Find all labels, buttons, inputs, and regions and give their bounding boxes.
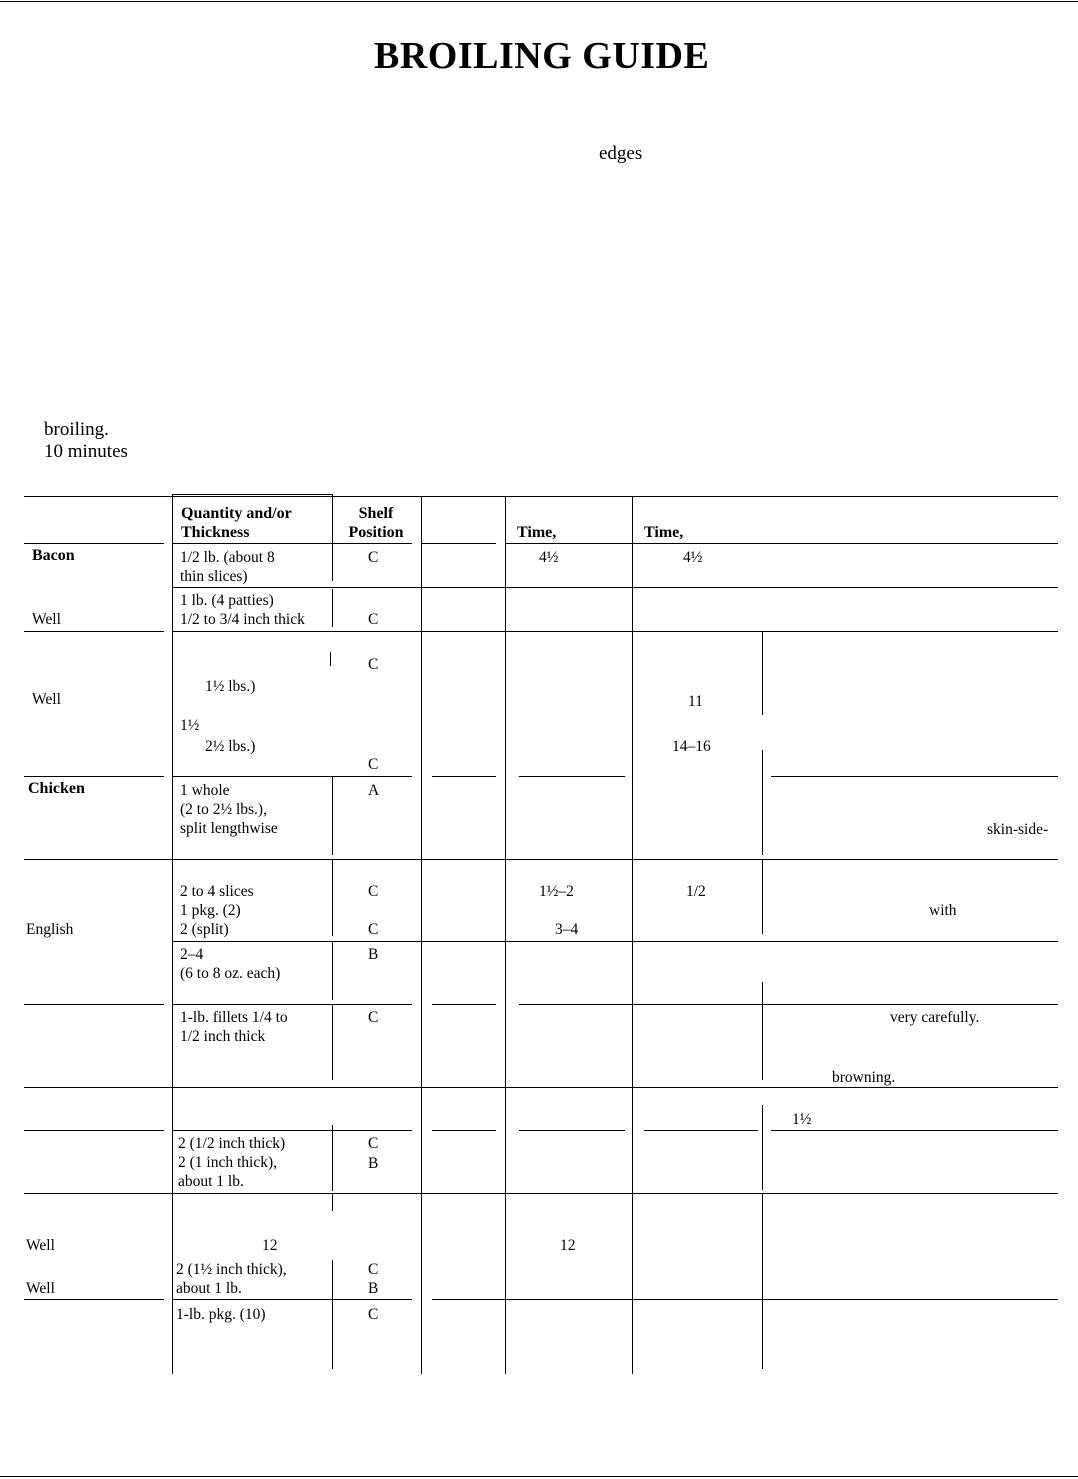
qty-lobster: 2–4 (6 to 8 oz. each) [180, 946, 281, 982]
shelf-bread-2: C [368, 921, 379, 938]
shelf-franks: C [368, 1306, 379, 1323]
qty-steak-1: 1½ lbs.) [205, 678, 256, 695]
page-title: BROILING GUIDE [374, 35, 710, 77]
time2-steak-b: 14–16 [672, 738, 711, 755]
comment-fish-2: browning. [832, 1069, 896, 1086]
food-chicken: Chicken [28, 780, 85, 797]
header-shelf: Shelf Position [348, 505, 404, 541]
shelf-steak-1: C [368, 656, 379, 673]
food-bread: English [26, 921, 74, 938]
time2-bacon: 4½ [683, 549, 703, 566]
qty-bread: 2 to 4 slices 1 pkg. (2) 2 (split) [180, 883, 254, 938]
qty-patties: 1 lb. (4 patties) 1/2 to 3/4 inch thick [180, 592, 305, 628]
intro-broiling: broiling. [44, 419, 109, 440]
shelf-chops-2: B [368, 1155, 379, 1172]
intro-minutes: 10 minutes [44, 441, 128, 462]
shelf-chicken: A [368, 782, 380, 799]
time1-bread-a: 1½–2 [539, 883, 574, 900]
time1-bread-b: 3–4 [555, 921, 579, 938]
time2-steak-a: 11 [688, 693, 703, 710]
shelf-bread-1: C [368, 883, 379, 900]
comment-bread: with [929, 902, 957, 919]
top-rule [0, 1, 1078, 2]
header-time-1: Time, [517, 524, 557, 541]
food-steak: Well [32, 691, 61, 708]
time2-bread: 1/2 [686, 883, 706, 900]
bottom-rule [0, 1476, 1078, 1477]
shelf-patties: C [368, 611, 379, 628]
shelf-steak-2: C [368, 756, 379, 773]
header-quantity: Quantity and/or Thickness [181, 505, 292, 541]
shelf-fish: C [368, 1009, 379, 1026]
comment-ham: 1½ [792, 1111, 812, 1128]
qty-steak-2: 1½ [180, 717, 200, 734]
shelf-lamb-1: C [368, 1261, 379, 1278]
food-lamb-2: Well [26, 1280, 55, 1297]
qty-lamb-1: 12 [262, 1237, 278, 1254]
time1-lamb: 12 [560, 1237, 576, 1254]
shelf-lamb-2: B [368, 1280, 379, 1297]
food-lamb-1: Well [26, 1237, 55, 1254]
comment-fish-1: very carefully. [890, 1009, 980, 1026]
qty-franks: 1-lb. pkg. (10) [176, 1306, 266, 1323]
qty-header-rule [172, 494, 332, 495]
food-patties: Well [32, 611, 61, 628]
header-time-2: Time, [644, 524, 684, 541]
intro-edges: edges [599, 143, 643, 164]
qty-chicken: 1 whole (2 to 2½ lbs.), split lengthwise [180, 782, 278, 837]
qty-bacon: 1/2 lb. (about 8 thin slices) [180, 549, 275, 585]
qty-steak-3: 2½ lbs.) [205, 738, 256, 755]
qty-lamb-2: 2 (1½ inch thick), about 1 lb. [176, 1261, 287, 1297]
comment-chicken: skin-side- [987, 821, 1049, 838]
shelf-lobster: B [368, 946, 379, 963]
food-bacon: Bacon [32, 547, 75, 564]
qty-chops: 2 (1/2 inch thick) 2 (1 inch thick), about 1 lb. [178, 1135, 286, 1190]
time1-bacon: 4½ [539, 549, 559, 566]
table-top-rule [24, 496, 1058, 497]
shelf-bacon: C [368, 549, 379, 566]
qty-fish: 1-lb. fillets 1/4 to 1/2 inch thick [180, 1009, 288, 1045]
shelf-chops-1: C [368, 1135, 379, 1152]
